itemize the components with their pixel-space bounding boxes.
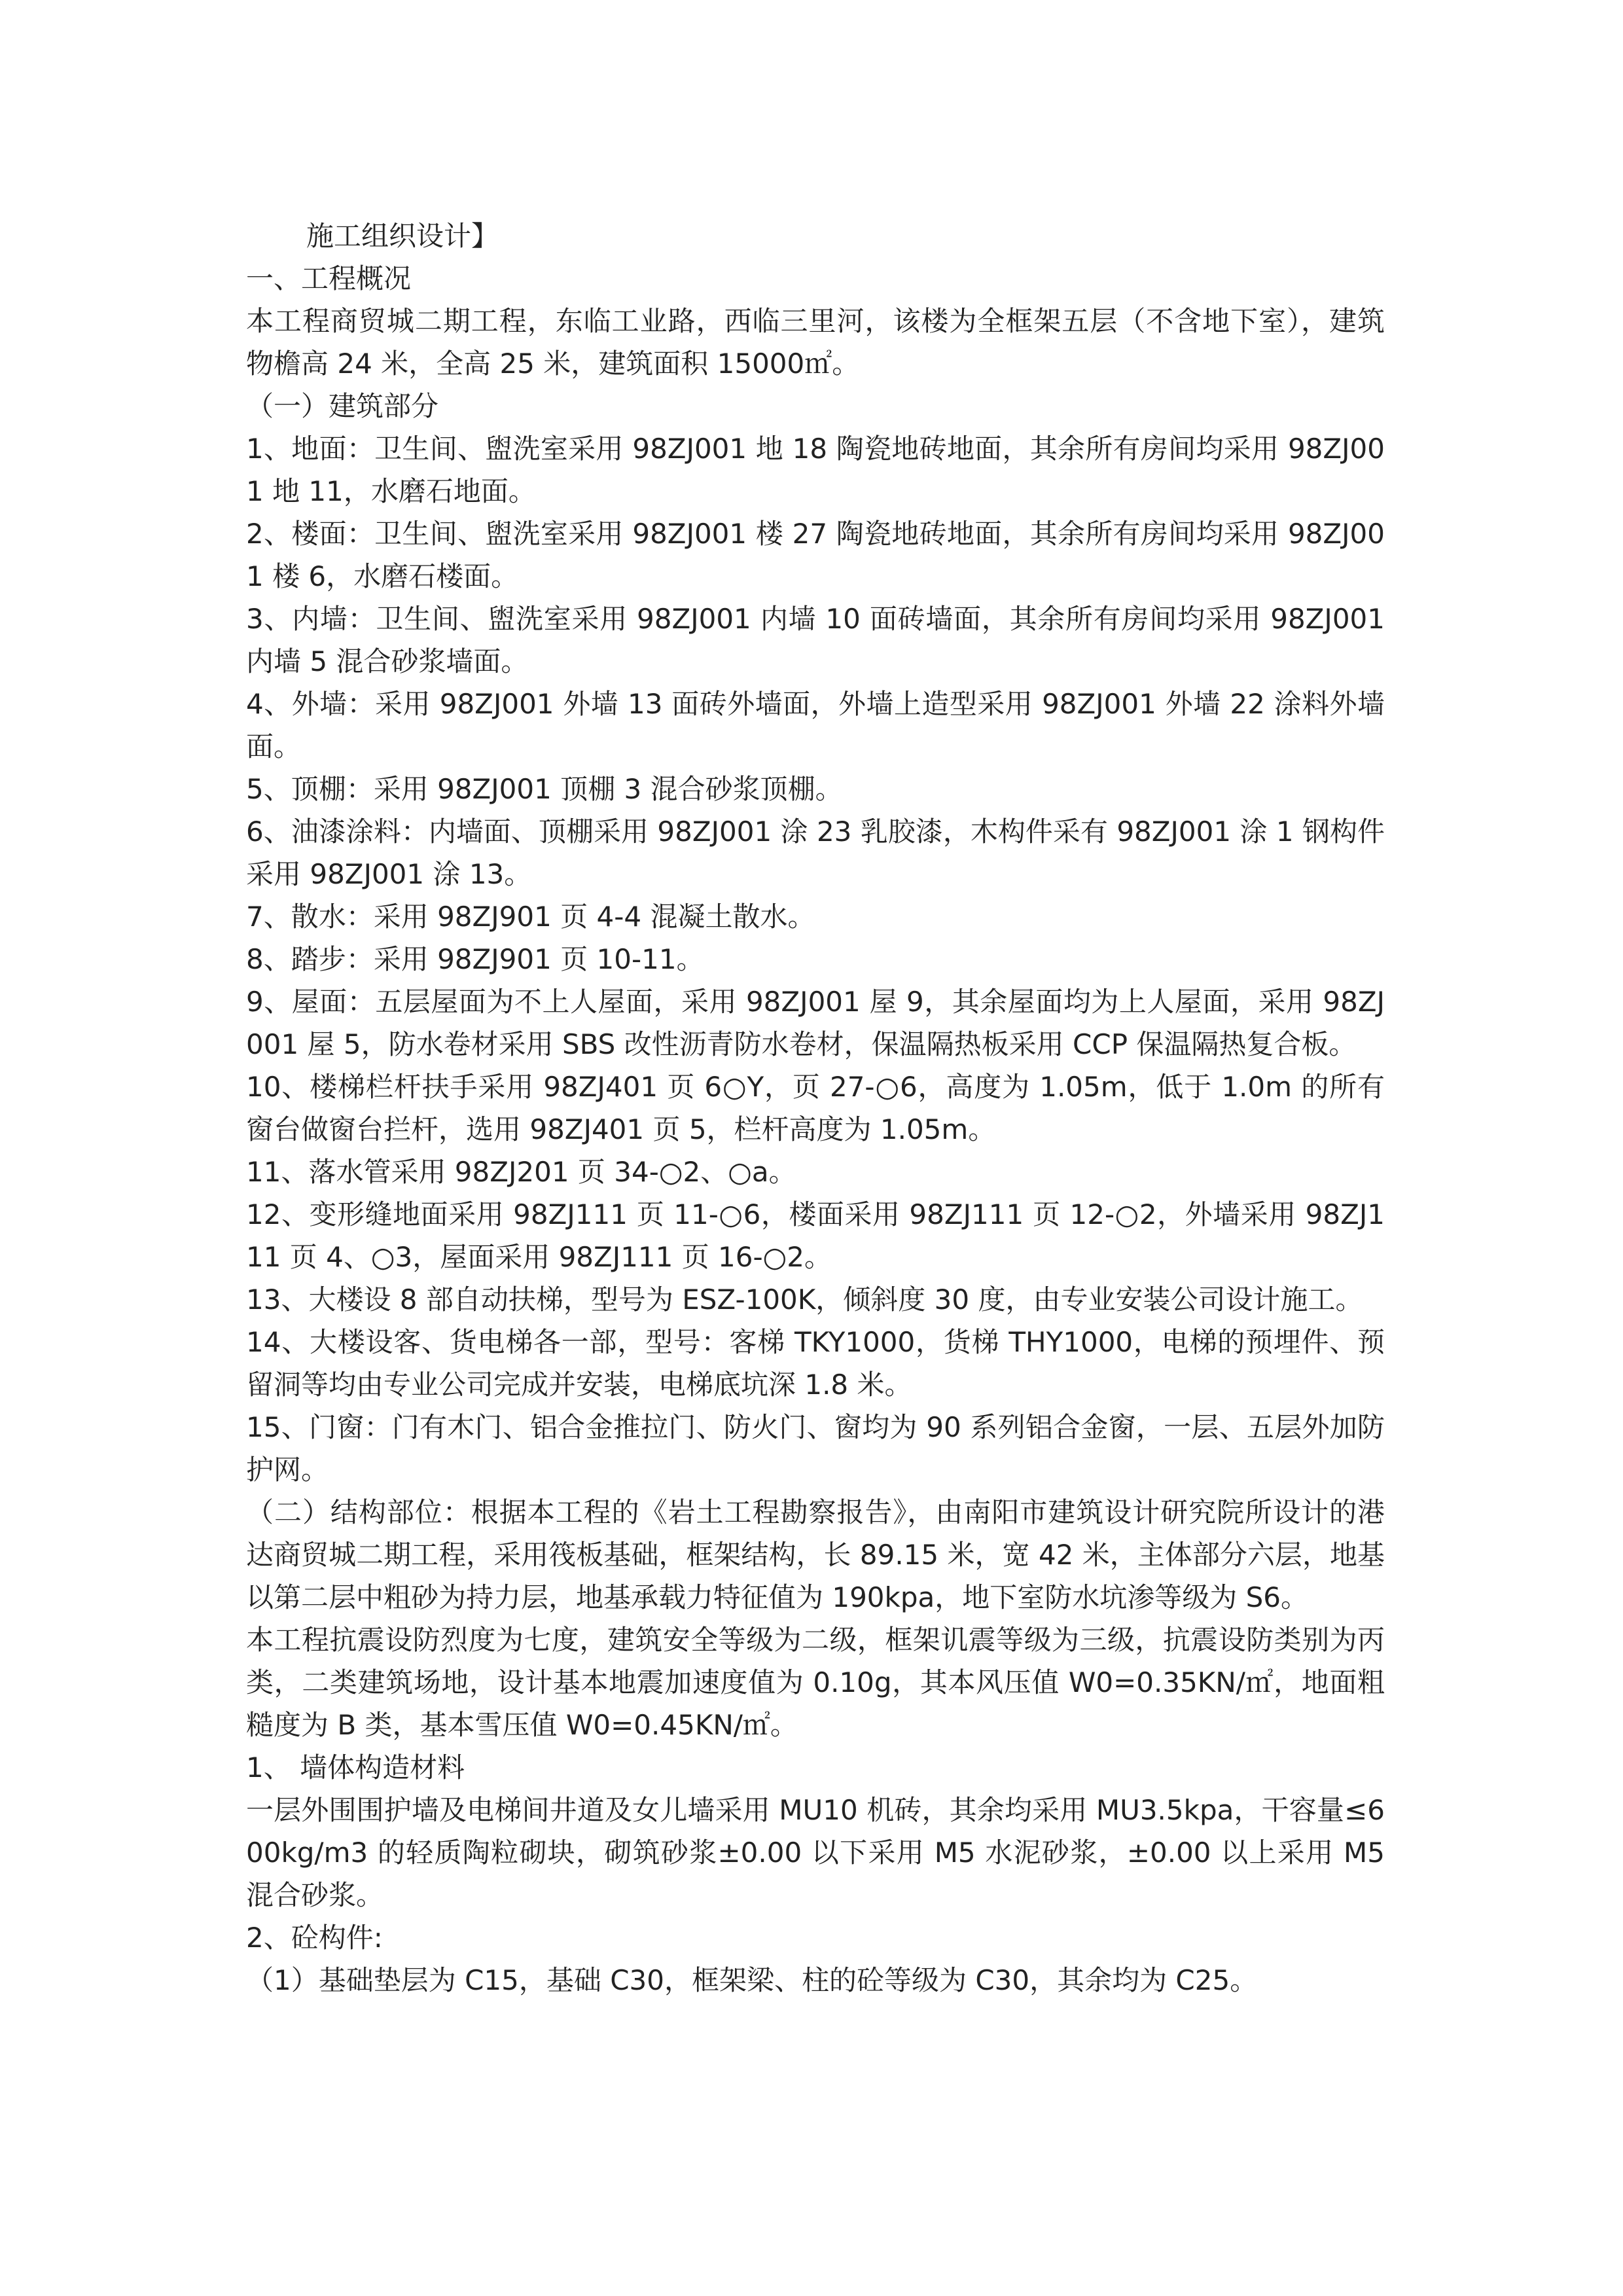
- paragraph: 3、内墙：卫生间、盥洗室采用 98ZJ001 内墙 10 面砖墙面，其余所有房间均采用 98ZJ001 内墙 5 混合砂浆墙面。: [246, 603, 1385, 677]
- paragraph: 本工程抗震设防烈度为七度，建筑安全等级为二级，框架讥震等级为三级，抗震设防类别为丙类，二类建筑场地，设计基本地震加速度值为 0.10g，其本风压值 W0=0.35KN/㎡，地面粗糙度为 B 类，基本雪压值 W0=0.45KN/㎡。: [246, 1624, 1385, 1741]
- paragraph: 5、顶棚：采用 98ZJ001 顶棚 3 混合砂浆顶棚。: [246, 773, 843, 805]
- paragraph: 7、散水：采用 98ZJ901 页 4-4 混凝土散水。: [246, 901, 815, 933]
- paragraph: 4、外墙：采用 98ZJ001 外墙 13 面砖外墙面，外墙上造型采用 98ZJ001 外墙 22 涂料外墙面。: [246, 688, 1385, 762]
- paragraph: 1、地面：卫生间、盥洗室采用 98ZJ001 地 18 陶瓷地砖地面，其余所有房间均采用 98ZJ001 地 11，水磨石地面。: [246, 433, 1385, 507]
- document-title: 施工组织设计】: [306, 220, 499, 252]
- paragraph: 11、落水管采用 98ZJ201 页 34-○2、○a。: [246, 1156, 796, 1188]
- paragraph: 8、踏步：采用 98ZJ901 页 10-11。: [246, 943, 704, 975]
- paragraph: （1）基础垫层为 C15，基础 C30，框架梁、柱的砼等级为 C30，其余均为 C25。: [246, 1964, 1258, 1996]
- paragraph: 一、工程概况: [246, 262, 412, 295]
- paragraph: 本工程商贸城二期工程，东临工业路，西临三里河，该楼为全框架五层（不含地下室），建筑物檐高 24 米，全高 25 米，建筑面积 15000㎡。: [246, 305, 1385, 380]
- paragraph: 一层外围围护墙及电梯间井道及女儿墙采用 MU10 机砖，其余均采用 MU3.5kpa，干容量≤600kg/m3 的轻质陶粒砌块，砌筑砂浆±0.00 以下采用 M5 水泥砂浆，±0.00 以上采用 M5 混合砂浆。: [246, 1794, 1385, 1911]
- paragraph: 13、大楼设 8 部自动扶梯，型号为 ESZ-100K，倾斜度 30 度，由专业安装公司设计施工。: [246, 1283, 1363, 1316]
- paragraph: 15、门窗：门有木门、铝合金推拉门、防火门、窗均为 90 系列铝合金窗，一层、五层外加防护网。: [246, 1411, 1385, 1486]
- paragraph: 14、大楼设客、货电梯各一部，型号：客梯 TKY1000，货梯 THY1000，电梯的预埋件、预留洞等均由专业公司完成并安装，电梯底坑深 1.8 米。: [246, 1326, 1385, 1401]
- paragraph: 6、油漆涂料：内墙面、顶棚采用 98ZJ001 涂 23 乳胶漆，木构件采有 98ZJ001 涂 1 钢构件采用 98ZJ001 涂 13。: [246, 816, 1385, 890]
- paragraph: 10、楼梯栏杆扶手采用 98ZJ401 页 6○Y，页 27-○6，高度为 1.05m，低于 1.0m 的所有窗台做窗台拦杆，选用 98ZJ401 页 5，栏杆高度为 1.05m。: [246, 1071, 1385, 1145]
- document-body: [246, 215, 1385, 2001]
- paragraph: 2、砼构件:: [246, 1922, 383, 1954]
- paragraph: 2、楼面：卫生间、盥洗室采用 98ZJ001 楼 27 陶瓷地砖地面，其余所有房间均采用 98ZJ001 楼 6，水磨石楼面。: [246, 518, 1385, 592]
- paragraph: 1、 墙体构造材料: [246, 1751, 465, 1784]
- paragraph: （一）建筑部分: [246, 390, 439, 422]
- paragraph: 9、屋面：五层屋面为不上人屋面，采用 98ZJ001 屋 9，其余屋面均为上人屋面，采用 98ZJ001 屋 5，防水卷材采用 SBS 改性沥青防水卷材，保温隔热板采用 CCP 保温隔热复合板。: [246, 986, 1385, 1060]
- paragraph: 12、变形缝地面采用 98ZJ111 页 11-○6，楼面采用 98ZJ111 页 12-○2，外墙采用 98ZJ111 页 4、○3，屋面采用 98ZJ111 页 16-○2。: [246, 1198, 1385, 1273]
- paragraph: （二）结构部位：根据本工程的《岩土工程勘察报告》，由南阳市建筑设计研究院所设计的港达商贸城二期工程，采用筏板基础，框架结构，长 89.15 米，宽 42 米，主体部分六层，地基以第二层中粗砂为持力层，地基承载力特征值为 190kpa，地下室防水坑渗等级为 S6。: [246, 1496, 1385, 1613]
